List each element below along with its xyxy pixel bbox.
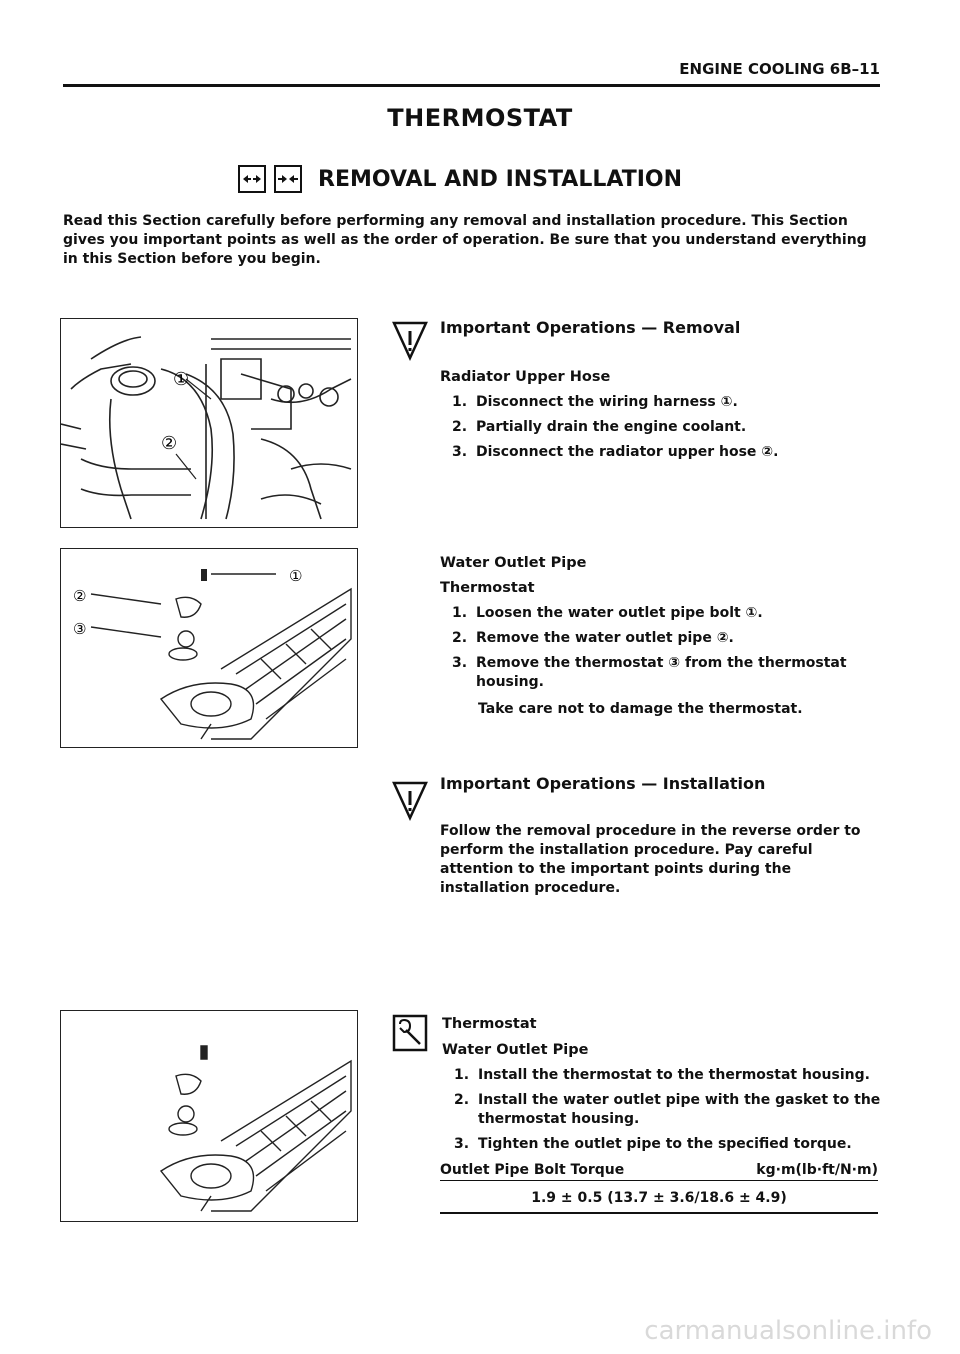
list-item: 2. Install the water outlet pipe with the gasket to the thermostat housing. — [454, 1092, 881, 1127]
radiator-hose-illustration — [61, 319, 357, 527]
figure-radiator-hose — [60, 318, 358, 528]
installation-title: Important Operations — Installation — [440, 774, 766, 793]
installation-paragraph: Follow the removal procedure in the reverse order to perform the installation procedure. Pay careful attention to the important points during the installation procedure. — [440, 823, 861, 896]
torque-unit: kg·m(lb·ft/N·m) — [756, 1162, 878, 1178]
caution-triangle-icon — [392, 320, 428, 366]
figure-thermostat-removal — [60, 548, 358, 748]
radiator-hose-steps — [452, 393, 892, 468]
installation-steps — [454, 1066, 886, 1160]
list-item: 2. Partially drain the engine coolant. — [452, 419, 747, 435]
intro-paragraph: Read this Section carefully before performing any removal and installation procedure. This Section gives you important points as well as the order of operation. Be sure that you understand everything in this Section before you begin. — [63, 213, 867, 267]
section-reference: ENGINE COOLING 6B–11 — [679, 60, 880, 78]
removal-symbol-icon — [238, 165, 266, 193]
thermostat-removal-steps — [452, 604, 884, 698]
watermark: carmanualsonline.info — [644, 1316, 932, 1346]
list-item: 3. Disconnect the radiator upper hose ②. — [452, 444, 779, 460]
callout-1: ① — [173, 369, 190, 390]
callout-1: ① — [289, 567, 303, 585]
thermostat-installation-illustration — [61, 1011, 357, 1221]
torque-value: 1.9 ± 0.5 (13.7 ± 3.6/18.6 ± 4.9) — [440, 1184, 878, 1214]
torque-wrench-icon — [392, 1014, 428, 1056]
list-item: 1. Loosen the water outlet pipe bolt ①. — [452, 605, 763, 621]
installation-symbol-icon — [274, 165, 302, 193]
callout-3: ③ — [73, 620, 87, 638]
caution-triangle-icon — [392, 780, 428, 826]
removal-title: Important Operations — Removal — [440, 318, 741, 337]
thermostat-heading: Thermostat — [440, 580, 535, 596]
list-item: 3. Remove the thermostat ③ from the thermostat housing. — [452, 655, 847, 690]
install-water-outlet-heading: Water Outlet Pipe — [442, 1042, 589, 1058]
page-header — [63, 60, 880, 87]
list-item: 3. Tighten the outlet pipe to the specified torque. — [454, 1136, 852, 1152]
callout-2: ② — [73, 587, 87, 605]
water-outlet-pipe-heading: Water Outlet Pipe — [440, 555, 587, 571]
thermostat-removal-illustration — [61, 549, 357, 747]
figure-thermostat-installation — [60, 1010, 358, 1222]
page-title: THERMOSTAT — [387, 104, 573, 132]
list-item: 2. Remove the water outlet pipe ②. — [452, 630, 734, 646]
callout-2: ② — [161, 433, 178, 454]
radiator-upper-hose-heading: Radiator Upper Hose — [440, 369, 611, 385]
torque-label: Outlet Pipe Bolt Torque — [440, 1162, 625, 1178]
subtitle-row — [238, 163, 682, 195]
subtitle: REMOVAL AND INSTALLATION — [318, 166, 682, 192]
list-item: 1. Install the thermostat to the thermostat housing. — [454, 1067, 870, 1083]
install-thermostat-heading: Thermostat — [442, 1016, 537, 1032]
list-item: 1. Disconnect the wiring harness ①. — [452, 394, 738, 410]
thermostat-care-note: Take care not to damage the thermostat. — [478, 701, 803, 717]
torque-spec-header — [440, 1162, 878, 1181]
